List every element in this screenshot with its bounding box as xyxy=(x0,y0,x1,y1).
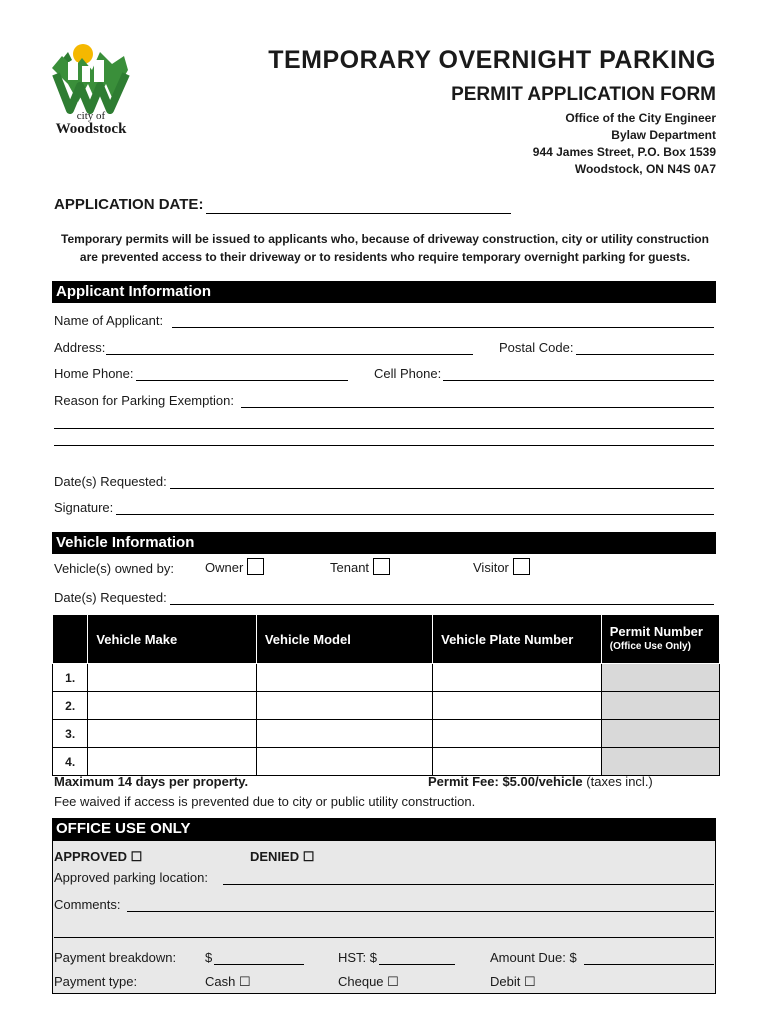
permit-cell xyxy=(601,748,719,776)
owner-checkbox[interactable] xyxy=(247,558,264,575)
page-subtitle: PERMIT APPLICATION FORM xyxy=(451,84,716,105)
comments-field[interactable] xyxy=(127,911,714,912)
permit-cell xyxy=(601,664,719,692)
make-cell[interactable] xyxy=(88,692,257,720)
visitor-checkbox[interactable] xyxy=(513,558,530,575)
tenant-option[interactable] xyxy=(330,558,390,575)
cell-phone-label: Cell Phone: xyxy=(374,366,442,381)
hst-field[interactable] xyxy=(379,964,455,965)
approved-checkbox[interactable]: APPROVED ☐ xyxy=(54,849,143,864)
reason-field-line-2[interactable] xyxy=(54,428,714,429)
permit-fee xyxy=(428,774,653,789)
row-number: 4. xyxy=(53,748,88,776)
address-line: Office of the City Engineer xyxy=(565,111,716,125)
name-field[interactable] xyxy=(172,327,714,328)
applicant-section-header: Applicant Information xyxy=(52,281,716,303)
postal-code-field[interactable] xyxy=(576,354,714,355)
model-cell[interactable] xyxy=(256,720,432,748)
plate-cell[interactable] xyxy=(433,692,602,720)
subtotal-dollar: $ xyxy=(205,950,213,965)
vehicle-table xyxy=(52,614,720,776)
address-line: 944 James Street, P.O. Box 1539 xyxy=(532,145,716,159)
office-section-header: OFFICE USE ONLY xyxy=(52,818,716,840)
name-label: Name of Applicant: xyxy=(54,313,164,328)
application-date-field[interactable] xyxy=(206,213,511,214)
vehicle-table-header xyxy=(53,615,720,664)
cell-phone-field[interactable] xyxy=(443,380,714,381)
logo-woodstock: Woodstock xyxy=(55,121,127,137)
dates-requested-field[interactable] xyxy=(170,488,714,489)
visitor-option[interactable] xyxy=(473,558,530,575)
col-permit-number xyxy=(601,615,719,664)
application-date-label: APPLICATION DATE: xyxy=(54,196,204,213)
row-number: 1. xyxy=(53,664,88,692)
payment-breakdown-label: Payment breakdown: xyxy=(54,950,177,965)
tenant-label: Tenant xyxy=(330,560,370,575)
row-number-header xyxy=(53,615,88,664)
model-cell[interactable] xyxy=(256,664,432,692)
address-line: Bylaw Department xyxy=(611,128,716,142)
table-row xyxy=(53,748,720,776)
permit-fee-value: $5.00/vehicle xyxy=(502,774,583,789)
amount-due-field[interactable] xyxy=(584,964,714,965)
subtotal-field[interactable] xyxy=(214,964,304,965)
comments-field-line-2[interactable] xyxy=(54,937,714,938)
permit-number-note: (Office Use Only) xyxy=(609,641,691,652)
make-cell[interactable] xyxy=(88,720,257,748)
vehicle-dates-label: Date(s) Requested: xyxy=(54,590,167,605)
address-label: Address: xyxy=(54,340,106,355)
reason-field[interactable] xyxy=(241,407,714,408)
make-cell[interactable] xyxy=(88,748,257,776)
reason-field-line-3[interactable] xyxy=(54,445,714,446)
address-field[interactable] xyxy=(106,354,473,355)
make-cell[interactable] xyxy=(88,664,257,692)
tenant-checkbox[interactable] xyxy=(373,558,390,575)
dates-requested-label: Date(s) Requested: xyxy=(54,474,167,489)
plate-cell[interactable] xyxy=(433,720,602,748)
model-cell[interactable] xyxy=(256,748,432,776)
owned-by-label: Vehicle(s) owned by: xyxy=(54,561,174,576)
page-title: TEMPORARY OVERNIGHT PARKING xyxy=(268,46,716,74)
permit-fee-tax: (taxes incl.) xyxy=(586,774,653,789)
intro-text: Temporary permits will be issued to applicants who, because of driveway construction, city or utility construction are prevented access to their driveway or to residents who require temporary overnight parking for guests. xyxy=(61,232,709,264)
col-vehicle-make: Vehicle Make xyxy=(88,615,257,664)
cheque-checkbox[interactable]: Cheque ☐ xyxy=(338,974,399,989)
denied-checkbox[interactable]: DENIED ☐ xyxy=(250,849,315,864)
row-number: 3. xyxy=(53,720,88,748)
permit-cell xyxy=(601,692,719,720)
fee-waived-text: Fee waived if access is prevented due to city or public utility construction. xyxy=(54,794,476,809)
comments-label: Comments: xyxy=(54,897,121,912)
amount-due-label: Amount Due: $ xyxy=(490,950,577,965)
hst-label: HST: $ xyxy=(338,950,378,965)
postal-code-label: Postal Code: xyxy=(499,340,574,355)
row-number: 2. xyxy=(53,692,88,720)
office-address xyxy=(533,110,716,178)
payment-type-label: Payment type: xyxy=(54,974,138,989)
table-row xyxy=(53,692,720,720)
reason-label: Reason for Parking Exemption: xyxy=(54,393,234,408)
model-cell[interactable] xyxy=(256,692,432,720)
permit-number-title: Permit Number xyxy=(609,624,703,639)
vehicle-dates-field[interactable] xyxy=(170,604,714,605)
visitor-label: Visitor xyxy=(473,560,509,575)
home-phone-field[interactable] xyxy=(136,380,348,381)
owner-label: Owner xyxy=(205,560,244,575)
col-vehicle-model: Vehicle Model xyxy=(256,615,432,664)
cash-checkbox[interactable]: Cash ☐ xyxy=(205,974,251,989)
office-use-panel xyxy=(52,840,716,994)
location-field[interactable] xyxy=(223,884,714,885)
vehicle-section-header: Vehicle Information xyxy=(52,532,716,554)
permit-fee-label: Permit Fee: xyxy=(428,774,499,789)
owner-option[interactable] xyxy=(205,558,264,575)
logo-city-of: city of xyxy=(76,110,106,122)
address-line: Woodstock, ON N4S 0A7 xyxy=(574,162,716,176)
plate-cell[interactable] xyxy=(433,664,602,692)
table-row xyxy=(53,664,720,692)
signature-label: Signature: xyxy=(54,500,114,515)
col-plate-number: Vehicle Plate Number xyxy=(433,615,602,664)
plate-cell[interactable] xyxy=(433,748,602,776)
debit-checkbox[interactable]: Debit ☐ xyxy=(490,974,536,989)
home-phone-label: Home Phone: xyxy=(54,366,134,381)
table-row xyxy=(53,720,720,748)
location-label: Approved parking location: xyxy=(54,870,208,885)
max-days-text: Maximum 14 days per property. xyxy=(54,774,249,789)
permit-cell xyxy=(601,720,719,748)
signature-field[interactable] xyxy=(116,514,714,515)
